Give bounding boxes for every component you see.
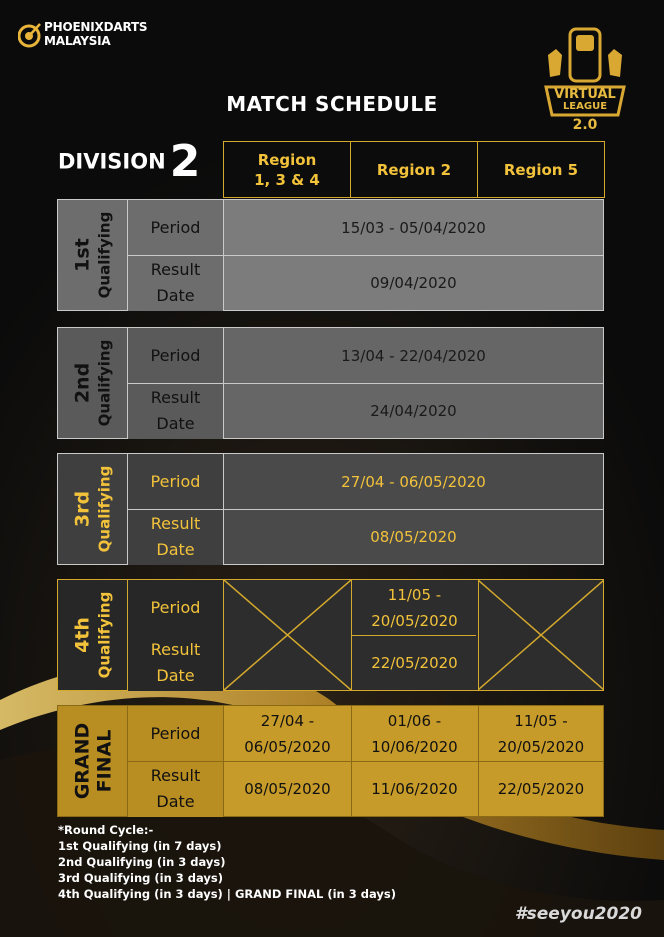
result-date-label: Result Date: [128, 635, 224, 691]
note-line: *Round Cycle:-: [58, 823, 154, 837]
period-label: Period: [128, 454, 224, 509]
header-region-134: Region 1, 3 & 4: [223, 141, 351, 198]
stage-subtitle: FINAL: [93, 729, 116, 793]
result-date-region-5: 22/05/2020: [497, 780, 585, 798]
round-cycle-notes: [58, 822, 396, 902]
dart-target-icon: [18, 22, 42, 48]
result-date-label: Result Date: [128, 255, 224, 311]
period-label: Period: [128, 328, 224, 383]
stage-title: GRAND: [71, 722, 94, 800]
result-date-region-2: 11/06/2020: [371, 780, 458, 798]
result-date-region-134: 08/05/2020: [244, 780, 331, 798]
badge-line3: 2.0: [572, 117, 598, 133]
virtual-league-logo: [530, 25, 640, 135]
period-value-region-5: 11/05 - 20/05/2020: [497, 711, 585, 756]
period-value: 11/05 - 20/05/2020: [371, 585, 458, 630]
not-applicable-region-5: [478, 580, 604, 690]
stage-block-2nd-qualifying: [57, 327, 604, 439]
stage-title: 2nd: [71, 362, 94, 404]
note-line: 2nd Qualifying (in 3 days): [58, 855, 226, 869]
period-label: Period: [128, 706, 224, 761]
stage-block-3rd-qualifying: [57, 453, 604, 565]
stage-subtitle: Qualifying: [95, 591, 114, 679]
badge-line2: LEAGUE: [562, 101, 608, 112]
result-date-label: Result Date: [128, 509, 224, 565]
result-date-value: 22/05/2020: [371, 654, 458, 672]
stage-subtitle: Qualifying: [95, 465, 114, 553]
note-line: 4th Qualifying (in 3 days) | GRAND FINAL (in 3 days): [58, 887, 396, 901]
hashtag: #seeyou2020: [514, 904, 642, 924]
stage-subtitle: Qualifying: [95, 339, 114, 427]
stage-title: 4th: [71, 617, 94, 653]
stage-subtitle: Qualifying: [95, 211, 114, 299]
period-value: 15/03 - 05/04/2020: [341, 218, 486, 237]
period-value: 13/04 - 22/04/2020: [341, 346, 486, 365]
result-date-label: Result Date: [128, 761, 224, 817]
note-line: 3rd Qualifying (in 3 days): [58, 871, 224, 885]
result-date-value: 09/04/2020: [370, 274, 457, 292]
brand-name-line1: PHOENIXDARTS: [44, 20, 148, 34]
result-date-label: Result Date: [128, 383, 224, 439]
division-number: 2: [169, 136, 201, 187]
result-date-value: 24/04/2020: [370, 402, 457, 420]
page-title: MATCH SCHEDULE: [226, 92, 438, 116]
period-label: Period: [128, 200, 224, 255]
header-region-2: Region 2: [350, 141, 478, 198]
period-label: Period: [128, 580, 224, 635]
stage-title: 1st: [71, 238, 94, 272]
period-value-region-2: 01/06 - 10/06/2020: [371, 711, 458, 756]
not-applicable-region-134: [224, 580, 351, 690]
stage-block-1st-qualifying: [57, 199, 604, 311]
stage-block-4th-qualifying: [57, 579, 604, 691]
result-date-value: 08/05/2020: [370, 528, 457, 546]
brand-logo: [18, 20, 188, 54]
brand-name-line2: MALAYSIA: [44, 34, 111, 48]
stage-block-grand-final: [57, 705, 604, 817]
badge-line1: VIRTUAL: [554, 87, 616, 102]
division-text: DIVISION: [58, 149, 166, 174]
note-line: 1st Qualifying (in 7 days): [58, 839, 222, 853]
header-region-5: Region 5: [477, 141, 605, 198]
stage-title: 3rd: [71, 490, 94, 528]
period-value: 27/04 - 06/05/2020: [341, 472, 486, 491]
period-value-region-134: 27/04 - 06/05/2020: [244, 711, 331, 756]
division-label: [58, 136, 200, 187]
